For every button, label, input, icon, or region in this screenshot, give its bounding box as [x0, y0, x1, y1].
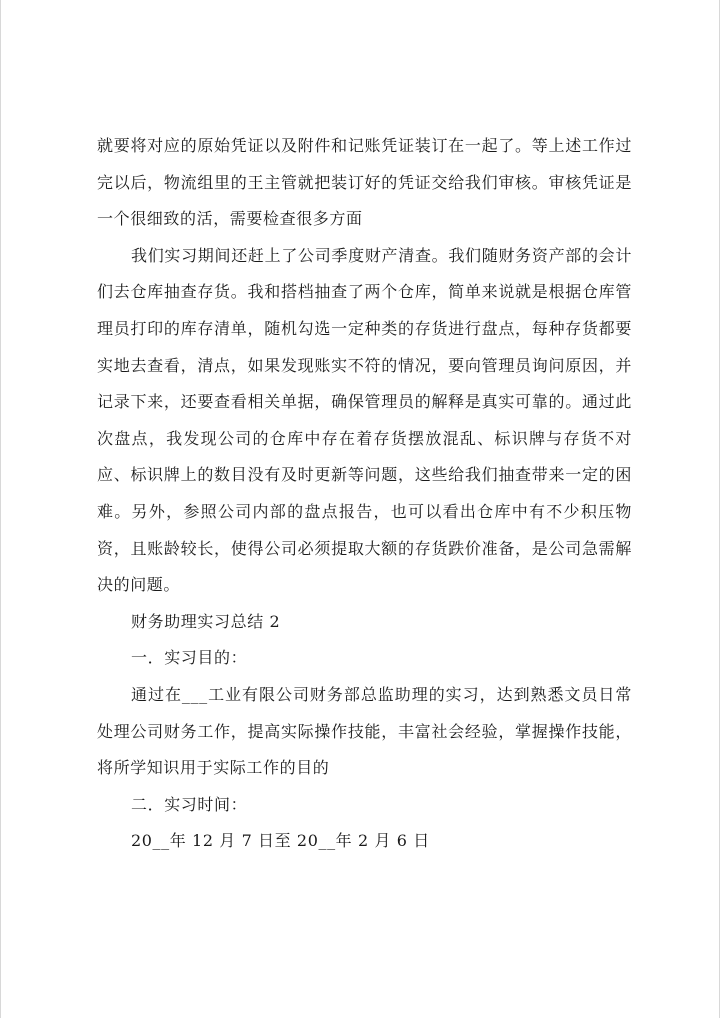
- heading-internship-purpose: 一．实习目的：: [131, 648, 248, 668]
- section-title-summary-2: 财务助理实习总结 2: [131, 611, 281, 631]
- paragraph-voucher-review: 就要将对应的原始凭证以及附件和记账凭证装订在一起了。等上述工作过完以后，物流组里的王主管就把装订好的凭证交给我们审核。审核凭证是一个很细致的活，需要检查很多方面: [97, 136, 632, 229]
- paragraph-internship-dates: 20__年 12 月 7 日至 20__年 2 月 6 日: [131, 831, 430, 851]
- heading-internship-time: 二．实习时间：: [131, 794, 248, 814]
- paragraph-inventory-check: 我们实习期间还赶上了公司季度财产清查。我们随财务资产部的会计们去仓库抽查存货。我和搭档抽查了两个仓库，简单来说就是根据仓库管理员打印的库存清单，随机勾选一定种类的存货进行盘点，每种存货都要实地去查看，清点，如果发现账实不符的情况，要向管理员询问原因，并记录下来，还要查看相关单据，确保管理员的解释是真实可靠的。通过此次盘点，我发现公司的仓库中存在着存货摆放混乱、标识牌与存货不对应、标识牌上的数目没有及时更新等问题，这些给我们抽查带来一定的困难。另外，参照公司内部的盘点报告，也可以看出仓库中有不少积压物资，且账龄较长，使得公司必须提取大额的存货跌价准备，是公司急需解决的问题。: [97, 245, 632, 595]
- document-body: [97, 128, 632, 860]
- paragraph-internship-purpose: 通过在___工业有限公司财务部总监助理的实习，达到熟悉文员日常处理公司财务工作，提高实际操作技能，丰富社会经验，掌握操作技能，将所学知识用于实际工作的目的: [97, 684, 632, 778]
